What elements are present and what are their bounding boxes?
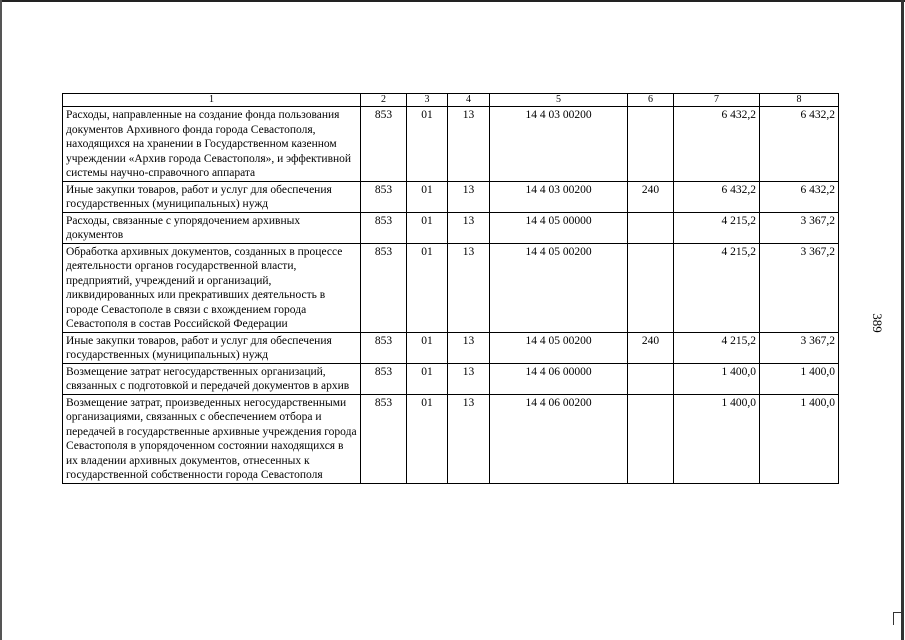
scan-corner-mark bbox=[893, 612, 904, 625]
row-section-cell: 01 bbox=[407, 181, 448, 212]
table-row bbox=[63, 181, 839, 212]
row-ministry-code-cell: 853 bbox=[361, 394, 407, 483]
header-col-8: 8 bbox=[760, 94, 839, 107]
page-number: 389 bbox=[870, 313, 885, 333]
row-name-cell: Иные закупки товаров, работ и услуг для обеспечения государственных (муниципальных) нужд bbox=[63, 181, 361, 212]
row-section-cell: 01 bbox=[407, 363, 448, 394]
row-name-cell: Расходы, направленные на создание фонда пользования документов Архивного фонда города Севастополя, находящихся на хранении в Государственном казенном учреждении «Архив города Севастополя», и эффективной системы научно-справочного аппарата bbox=[63, 107, 361, 182]
row-name-cell: Возмещение затрат, произведенных негосударственными организациями, связанных с обеспечением отбора и передачей в государственные архивные учреждения города Севастополя в упорядоченном состоянии находящихся в их владении архивных документов, отнесенных к государственной собственности города Севастополя bbox=[63, 394, 361, 483]
row-ministry-code-cell: 853 bbox=[361, 332, 407, 363]
row-amount-2-cell: 3 367,2 bbox=[760, 212, 839, 243]
header-col-2: 2 bbox=[361, 94, 407, 107]
row-name-cell: Расходы, связанные с упорядочением архивных документов bbox=[63, 212, 361, 243]
row-expense-type-cell bbox=[628, 363, 674, 394]
row-section-cell: 01 bbox=[407, 107, 448, 182]
row-amount-2-cell: 1 400,0 bbox=[760, 363, 839, 394]
scan-border-top bbox=[0, 0, 905, 2]
scan-border-right bbox=[901, 0, 904, 640]
row-amount-2-cell: 3 367,2 bbox=[760, 332, 839, 363]
row-target-article-cell: 14 4 06 00200 bbox=[490, 394, 628, 483]
row-target-article-cell: 14 4 03 00200 bbox=[490, 181, 628, 212]
row-amount-1-cell: 1 400,0 bbox=[674, 363, 760, 394]
row-section-cell: 01 bbox=[407, 212, 448, 243]
row-name-cell: Возмещение затрат негосударственных организаций, связанных с подготовкой и передачей документов в архив bbox=[63, 363, 361, 394]
row-ministry-code-cell: 853 bbox=[361, 212, 407, 243]
header-col-4: 4 bbox=[448, 94, 490, 107]
row-subsection-cell: 13 bbox=[448, 212, 490, 243]
row-amount-1-cell: 4 215,2 bbox=[674, 332, 760, 363]
table-row bbox=[63, 394, 839, 483]
table-row bbox=[63, 363, 839, 394]
table-row bbox=[63, 243, 839, 332]
row-amount-1-cell: 6 432,2 bbox=[674, 107, 760, 182]
row-section-cell: 01 bbox=[407, 394, 448, 483]
row-subsection-cell: 13 bbox=[448, 243, 490, 332]
table-row bbox=[63, 107, 839, 182]
row-subsection-cell: 13 bbox=[448, 181, 490, 212]
row-subsection-cell: 13 bbox=[448, 332, 490, 363]
table-row bbox=[63, 212, 839, 243]
header-col-7: 7 bbox=[674, 94, 760, 107]
row-ministry-code-cell: 853 bbox=[361, 107, 407, 182]
row-amount-1-cell: 4 215,2 bbox=[674, 212, 760, 243]
row-amount-2-cell: 6 432,2 bbox=[760, 181, 839, 212]
row-ministry-code-cell: 853 bbox=[361, 243, 407, 332]
table-header-row bbox=[63, 94, 839, 107]
header-col-5: 5 bbox=[490, 94, 628, 107]
row-subsection-cell: 13 bbox=[448, 363, 490, 394]
row-amount-2-cell: 1 400,0 bbox=[760, 394, 839, 483]
row-target-article-cell: 14 4 06 00000 bbox=[490, 363, 628, 394]
row-target-article-cell: 14 4 03 00200 bbox=[490, 107, 628, 182]
header-col-3: 3 bbox=[407, 94, 448, 107]
row-expense-type-cell bbox=[628, 212, 674, 243]
budget-table bbox=[62, 93, 839, 484]
table-row bbox=[63, 332, 839, 363]
scan-border-left bbox=[0, 0, 2, 640]
row-target-article-cell: 14 4 05 00200 bbox=[490, 243, 628, 332]
row-target-article-cell: 14 4 05 00200 bbox=[490, 332, 628, 363]
row-ministry-code-cell: 853 bbox=[361, 181, 407, 212]
row-subsection-cell: 13 bbox=[448, 394, 490, 483]
row-expense-type-cell bbox=[628, 394, 674, 483]
row-expense-type-cell: 240 bbox=[628, 181, 674, 212]
row-expense-type-cell bbox=[628, 107, 674, 182]
header-col-6: 6 bbox=[628, 94, 674, 107]
row-ministry-code-cell: 853 bbox=[361, 363, 407, 394]
row-amount-1-cell: 6 432,2 bbox=[674, 181, 760, 212]
row-section-cell: 01 bbox=[407, 332, 448, 363]
header-col-1: 1 bbox=[63, 94, 361, 107]
row-target-article-cell: 14 4 05 00000 bbox=[490, 212, 628, 243]
row-expense-type-cell: 240 bbox=[628, 332, 674, 363]
row-expense-type-cell bbox=[628, 243, 674, 332]
row-amount-1-cell: 1 400,0 bbox=[674, 394, 760, 483]
row-name-cell: Иные закупки товаров, работ и услуг для обеспечения государственных (муниципальных) нужд bbox=[63, 332, 361, 363]
row-amount-1-cell: 4 215,2 bbox=[674, 243, 760, 332]
row-amount-2-cell: 3 367,2 bbox=[760, 243, 839, 332]
row-subsection-cell: 13 bbox=[448, 107, 490, 182]
row-name-cell: Обработка архивных документов, созданных в процессе деятельности органов государственной власти, предприятий, учреждений и организаций, ликвидированных или прекративших деятельность в городе Севастополе в связи с вхождением города Севастополя в состав Российской Федерации bbox=[63, 243, 361, 332]
table-body bbox=[63, 94, 839, 484]
row-amount-2-cell: 6 432,2 bbox=[760, 107, 839, 182]
row-section-cell: 01 bbox=[407, 243, 448, 332]
